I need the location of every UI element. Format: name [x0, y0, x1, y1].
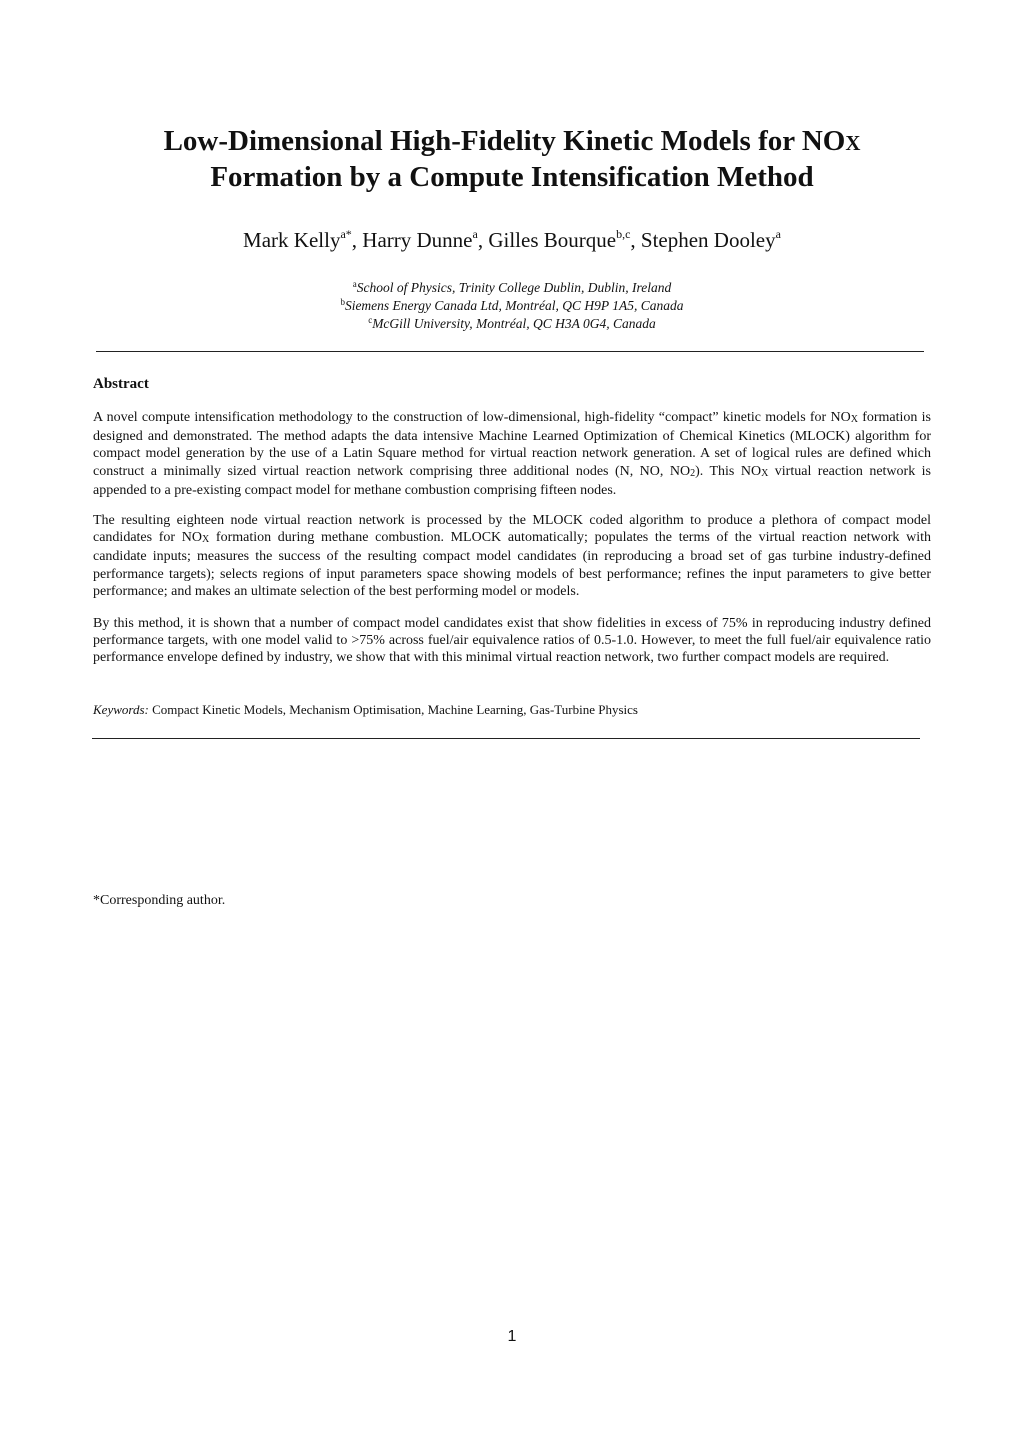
author-name: Stephen Dooley	[640, 228, 776, 252]
horizontal-rule-bottom	[92, 738, 920, 739]
keywords-label: Keywords:	[93, 702, 149, 717]
author-name: Mark Kelly	[243, 228, 341, 252]
author-affiliation-mark: a	[472, 227, 478, 241]
author-name: Gilles Bourque	[488, 228, 617, 252]
affiliation-item	[100, 315, 924, 333]
abstract-p2-text-1: The resulting eighteen node virtual reaction network is processed by the MLOCK coded algorithm to produce a plethora of compact model candidates for NO	[93, 513, 931, 546]
title-line-2: Formation by a Compute Intensification Method	[210, 161, 814, 193]
keywords-line	[93, 701, 638, 718]
subscript-x: X	[761, 467, 769, 479]
abstract-heading: Abstract	[93, 376, 149, 392]
affiliation-text: Siemens Energy Canada Ltd, Montréal, QC H9P 1A5, Canada	[344, 298, 684, 313]
page-number: 1	[507, 1328, 517, 1345]
affiliation-list	[100, 279, 924, 333]
abstract-p2-text-2: formation during methane combustion. MLOCK automatically; populates the terms of the virtual reaction network with candidate inputs; measures the success of the resulting compact model candidates (in reproducing a broad set of gas turbine industry-defined performance targets); selects regions of input parameters space showing models of best performance; refines the input parameters to give better performance; and makes an ultimate selection of the best performing model or models.	[93, 530, 931, 599]
subscript-2: 2	[690, 467, 696, 479]
horizontal-rule-top	[96, 351, 924, 352]
affiliation-item	[100, 297, 924, 315]
affiliation-mark: b	[340, 297, 345, 307]
title-subscript: X	[845, 131, 861, 155]
abstract-paragraph-3: By this method, it is shown that a number of compact model candidates exist that show fidelities in excess of 75% in reproducing industry defined performance targets, with one model valid to >75% across fuel/air equivalence ratios of 0.5-1.0. However, to meet the full fuel/air equivalence ratio performance envelope defined by industry, we show that with this minimal virtual reaction network, two further compact models are required.	[93, 616, 931, 666]
author-separator: ,	[351, 228, 363, 252]
abstract-paragraph-2	[93, 512, 931, 600]
author-affiliation-mark: b,c	[616, 227, 631, 241]
affiliation-mark: c	[368, 315, 373, 325]
author-affiliation-mark: a	[775, 227, 781, 241]
abstract-p1-text-2: formation is designed and demonstrated. The method adapts the data intensive Machine Learned Optimization of Chemical Kinetics (MLOCK) algorithm for compact model generation by the use of a Latin Square method for virtual reaction network generation. A set of logical rules are defined which construct a minimally sized virtual reaction network comprising three additional nodes (N, NO, NO	[93, 410, 932, 479]
abstract-p1-text-3: ). This NO	[695, 463, 762, 479]
subscript-x: X	[850, 414, 858, 425]
title-line-1-text: Low-Dimensional High-Fidelity Kinetic Models for NO	[163, 125, 846, 157]
affiliation-mark: a	[352, 279, 357, 289]
author-separator: ,	[477, 228, 489, 252]
abstract-paragraph-1	[93, 409, 931, 499]
subscript-x: X	[201, 534, 210, 546]
abstract-p1-text-4: virtual reaction network is appended to a pre-existing compact model for methane combustion comprising fifteen nodes.	[93, 463, 931, 498]
author-affiliation-mark: a*	[340, 227, 352, 241]
author-list	[100, 226, 924, 254]
affiliation-text: School of Physics, Trinity College Dublin, Dublin, Ireland	[356, 280, 672, 295]
title-line-1	[100, 124, 924, 160]
author-separator: ,	[630, 228, 641, 252]
keywords-text: Compact Kinetic Models, Mechanism Optimisation, Machine Learning, Gas-Turbine Physics	[148, 702, 638, 717]
corresponding-author-note: *Corresponding author.	[93, 893, 226, 908]
affiliation-text: McGill University, Montréal, QC H3A 0G4, Canada	[372, 316, 656, 331]
abstract-p1-text-1: A novel compute intensification methodology to the construction of low-dimensional, high-fidelity “compact” kinetic models for NO	[93, 410, 851, 425]
author-name: Harry Dunne	[362, 228, 473, 252]
affiliation-item	[100, 279, 924, 297]
paper-title	[100, 124, 924, 194]
